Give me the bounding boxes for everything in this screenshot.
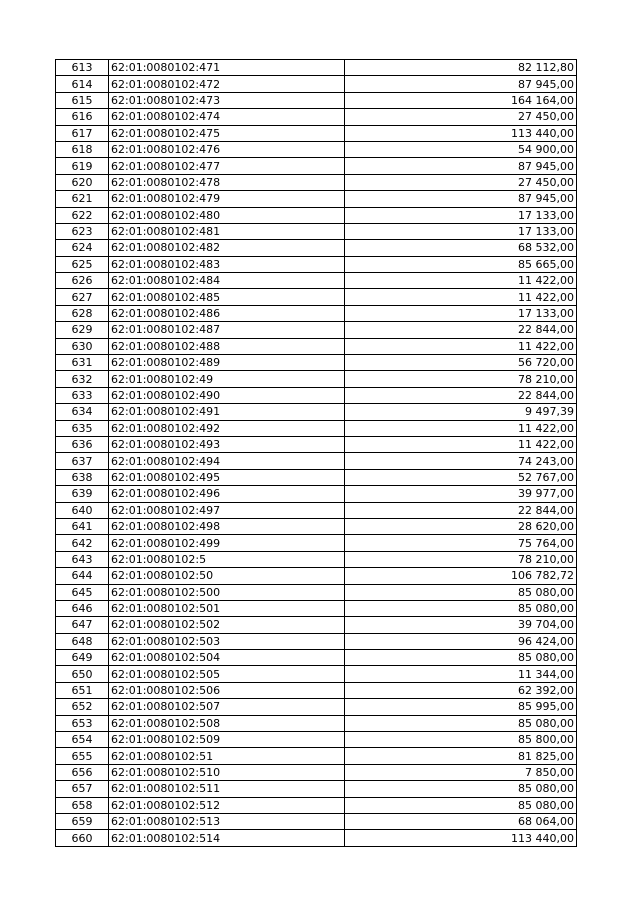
table-row: [56, 830, 577, 846]
table-row: [56, 732, 577, 748]
table-row: [56, 502, 577, 518]
table-row: [56, 781, 577, 797]
value-cell: 78 210,00: [345, 371, 577, 387]
value-cell: 74 243,00: [345, 453, 577, 469]
cadastral-number-cell: 62:01:0080102:505: [109, 666, 345, 682]
value-cell: 22 844,00: [345, 387, 577, 403]
value-cell: 17 133,00: [345, 223, 577, 239]
value-cell: 81 825,00: [345, 748, 577, 764]
table-row: [56, 813, 577, 829]
value-cell: 11 344,00: [345, 666, 577, 682]
value-cell: 56 720,00: [345, 355, 577, 371]
table-body: [56, 60, 577, 847]
value-cell: 39 704,00: [345, 617, 577, 633]
table-row: [56, 92, 577, 108]
row-number-cell: 633: [56, 387, 109, 403]
value-cell: 78 210,00: [345, 551, 577, 567]
cadastral-number-cell: 62:01:0080102:500: [109, 584, 345, 600]
table-row: [56, 486, 577, 502]
cadastral-number-cell: 62:01:0080102:498: [109, 518, 345, 534]
table-row: [56, 650, 577, 666]
table-row: [56, 387, 577, 403]
value-cell: 27 450,00: [345, 174, 577, 190]
row-number-cell: 657: [56, 781, 109, 797]
table-row: [56, 207, 577, 223]
value-cell: 22 844,00: [345, 322, 577, 338]
cadastral-number-cell: 62:01:0080102:471: [109, 60, 345, 76]
row-number-cell: 653: [56, 715, 109, 731]
value-cell: 106 782,72: [345, 568, 577, 584]
cadastral-number-cell: 62:01:0080102:492: [109, 420, 345, 436]
value-cell: 68 064,00: [345, 813, 577, 829]
value-cell: 11 422,00: [345, 420, 577, 436]
row-number-cell: 626: [56, 273, 109, 289]
row-number-cell: 629: [56, 322, 109, 338]
row-number-cell: 636: [56, 436, 109, 452]
cadastral-number-cell: 62:01:0080102:475: [109, 125, 345, 141]
table-row: [56, 633, 577, 649]
table-row: [56, 191, 577, 207]
value-cell: 11 422,00: [345, 273, 577, 289]
row-number-cell: 641: [56, 518, 109, 534]
cadastral-number-cell: 62:01:0080102:472: [109, 76, 345, 92]
cadastral-number-cell: 62:01:0080102:482: [109, 240, 345, 256]
row-number-cell: 635: [56, 420, 109, 436]
cadastral-number-cell: 62:01:0080102:486: [109, 305, 345, 321]
row-number-cell: 660: [56, 830, 109, 846]
row-number-cell: 649: [56, 650, 109, 666]
cadastral-number-cell: 62:01:0080102:480: [109, 207, 345, 223]
cadastral-number-cell: 62:01:0080102:509: [109, 732, 345, 748]
cadastral-number-cell: 62:01:0080102:502: [109, 617, 345, 633]
cadastral-number-cell: 62:01:0080102:483: [109, 256, 345, 272]
cadastral-number-cell: 62:01:0080102:49: [109, 371, 345, 387]
table-row: [56, 453, 577, 469]
value-cell: 85 665,00: [345, 256, 577, 272]
row-number-cell: 654: [56, 732, 109, 748]
value-cell: 27 450,00: [345, 109, 577, 125]
row-number-cell: 616: [56, 109, 109, 125]
cadastral-number-cell: 62:01:0080102:477: [109, 158, 345, 174]
value-cell: 113 440,00: [345, 125, 577, 141]
value-cell: 85 080,00: [345, 781, 577, 797]
row-number-cell: 646: [56, 600, 109, 616]
cadastral-number-cell: 62:01:0080102:490: [109, 387, 345, 403]
table-row: [56, 322, 577, 338]
row-number-cell: 639: [56, 486, 109, 502]
table-row: [56, 109, 577, 125]
value-cell: 164 164,00: [345, 92, 577, 108]
cadastral-number-cell: 62:01:0080102:493: [109, 436, 345, 452]
value-cell: 54 900,00: [345, 141, 577, 157]
value-cell: 85 080,00: [345, 600, 577, 616]
row-number-cell: 656: [56, 764, 109, 780]
value-cell: 85 080,00: [345, 584, 577, 600]
table-row: [56, 682, 577, 698]
table-row: [56, 420, 577, 436]
value-cell: 22 844,00: [345, 502, 577, 518]
row-number-cell: 658: [56, 797, 109, 813]
value-cell: 62 392,00: [345, 682, 577, 698]
cadastral-number-cell: 62:01:0080102:497: [109, 502, 345, 518]
table-row: [56, 436, 577, 452]
value-cell: 17 133,00: [345, 305, 577, 321]
value-cell: 9 497,39: [345, 404, 577, 420]
cadastral-number-cell: 62:01:0080102:476: [109, 141, 345, 157]
table-row: [56, 568, 577, 584]
value-cell: 85 080,00: [345, 715, 577, 731]
table-row: [56, 715, 577, 731]
table-row: [56, 273, 577, 289]
table-row: [56, 764, 577, 780]
table-row: [56, 535, 577, 551]
value-cell: 85 800,00: [345, 732, 577, 748]
row-number-cell: 618: [56, 141, 109, 157]
cadastral-number-cell: 62:01:0080102:510: [109, 764, 345, 780]
row-number-cell: 615: [56, 92, 109, 108]
value-cell: 87 945,00: [345, 158, 577, 174]
table-row: [56, 371, 577, 387]
table-row: [56, 305, 577, 321]
table-row: [56, 141, 577, 157]
table-row: [56, 338, 577, 354]
row-number-cell: 625: [56, 256, 109, 272]
row-number-cell: 631: [56, 355, 109, 371]
row-number-cell: 637: [56, 453, 109, 469]
cadastral-number-cell: 62:01:0080102:489: [109, 355, 345, 371]
row-number-cell: 642: [56, 535, 109, 551]
cadastral-number-cell: 62:01:0080102:511: [109, 781, 345, 797]
cadastral-number-cell: 62:01:0080102:491: [109, 404, 345, 420]
row-number-cell: 655: [56, 748, 109, 764]
table-row: [56, 699, 577, 715]
row-number-cell: 627: [56, 289, 109, 305]
table-row: [56, 60, 577, 76]
cadastral-number-cell: 62:01:0080102:507: [109, 699, 345, 715]
cadastral-number-cell: 62:01:0080102:501: [109, 600, 345, 616]
cadastral-number-cell: 62:01:0080102:503: [109, 633, 345, 649]
value-cell: 11 422,00: [345, 289, 577, 305]
row-number-cell: 652: [56, 699, 109, 715]
cadastral-number-cell: 62:01:0080102:478: [109, 174, 345, 190]
table-row: [56, 469, 577, 485]
value-cell: 87 945,00: [345, 191, 577, 207]
table-row: [56, 617, 577, 633]
table-row: [56, 797, 577, 813]
row-number-cell: 613: [56, 60, 109, 76]
row-number-cell: 614: [56, 76, 109, 92]
row-number-cell: 624: [56, 240, 109, 256]
table-row: [56, 289, 577, 305]
row-number-cell: 622: [56, 207, 109, 223]
cadastral-number-cell: 62:01:0080102:513: [109, 813, 345, 829]
value-cell: 17 133,00: [345, 207, 577, 223]
value-cell: 28 620,00: [345, 518, 577, 534]
value-cell: 113 440,00: [345, 830, 577, 846]
row-number-cell: 620: [56, 174, 109, 190]
value-cell: 85 080,00: [345, 650, 577, 666]
value-cell: 11 422,00: [345, 338, 577, 354]
row-number-cell: 617: [56, 125, 109, 141]
cadastral-number-cell: 62:01:0080102:487: [109, 322, 345, 338]
cadastral-number-cell: 62:01:0080102:5: [109, 551, 345, 567]
cadastral-number-cell: 62:01:0080102:504: [109, 650, 345, 666]
value-cell: 87 945,00: [345, 76, 577, 92]
row-number-cell: 647: [56, 617, 109, 633]
row-number-cell: 650: [56, 666, 109, 682]
row-number-cell: 621: [56, 191, 109, 207]
cadastral-number-cell: 62:01:0080102:50: [109, 568, 345, 584]
row-number-cell: 634: [56, 404, 109, 420]
value-cell: 85 995,00: [345, 699, 577, 715]
cadastral-number-cell: 62:01:0080102:512: [109, 797, 345, 813]
table-row: [56, 174, 577, 190]
row-number-cell: 638: [56, 469, 109, 485]
table-row: [56, 584, 577, 600]
table-row: [56, 76, 577, 92]
cadastral-number-cell: 62:01:0080102:51: [109, 748, 345, 764]
table-row: [56, 125, 577, 141]
table-row: [56, 256, 577, 272]
table-row: [56, 600, 577, 616]
row-number-cell: 628: [56, 305, 109, 321]
table-row: [56, 551, 577, 567]
cadastral-number-cell: 62:01:0080102:494: [109, 453, 345, 469]
cadastral-number-cell: 62:01:0080102:473: [109, 92, 345, 108]
row-number-cell: 632: [56, 371, 109, 387]
table-row: [56, 158, 577, 174]
table-row: [56, 355, 577, 371]
cadastral-value-table: [55, 59, 577, 847]
value-cell: 85 080,00: [345, 797, 577, 813]
table-row: [56, 240, 577, 256]
cadastral-number-cell: 62:01:0080102:484: [109, 273, 345, 289]
cadastral-number-cell: 62:01:0080102:506: [109, 682, 345, 698]
cadastral-number-cell: 62:01:0080102:495: [109, 469, 345, 485]
table-row: [56, 666, 577, 682]
cadastral-number-cell: 62:01:0080102:481: [109, 223, 345, 239]
row-number-cell: 619: [56, 158, 109, 174]
row-number-cell: 643: [56, 551, 109, 567]
row-number-cell: 645: [56, 584, 109, 600]
row-number-cell: 651: [56, 682, 109, 698]
value-cell: 96 424,00: [345, 633, 577, 649]
value-cell: 52 767,00: [345, 469, 577, 485]
cadastral-number-cell: 62:01:0080102:499: [109, 535, 345, 551]
cadastral-number-cell: 62:01:0080102:474: [109, 109, 345, 125]
row-number-cell: 623: [56, 223, 109, 239]
cadastral-number-cell: 62:01:0080102:485: [109, 289, 345, 305]
cadastral-number-cell: 62:01:0080102:514: [109, 830, 345, 846]
table-row: [56, 223, 577, 239]
cadastral-number-cell: 62:01:0080102:479: [109, 191, 345, 207]
value-cell: 7 850,00: [345, 764, 577, 780]
cadastral-number-cell: 62:01:0080102:496: [109, 486, 345, 502]
value-cell: 75 764,00: [345, 535, 577, 551]
value-cell: 82 112,80: [345, 60, 577, 76]
value-cell: 68 532,00: [345, 240, 577, 256]
row-number-cell: 659: [56, 813, 109, 829]
table-row: [56, 404, 577, 420]
cadastral-number-cell: 62:01:0080102:508: [109, 715, 345, 731]
cadastral-number-cell: 62:01:0080102:488: [109, 338, 345, 354]
row-number-cell: 630: [56, 338, 109, 354]
row-number-cell: 644: [56, 568, 109, 584]
table-row: [56, 518, 577, 534]
table-row: [56, 748, 577, 764]
value-cell: 11 422,00: [345, 436, 577, 452]
value-cell: 39 977,00: [345, 486, 577, 502]
row-number-cell: 648: [56, 633, 109, 649]
row-number-cell: 640: [56, 502, 109, 518]
